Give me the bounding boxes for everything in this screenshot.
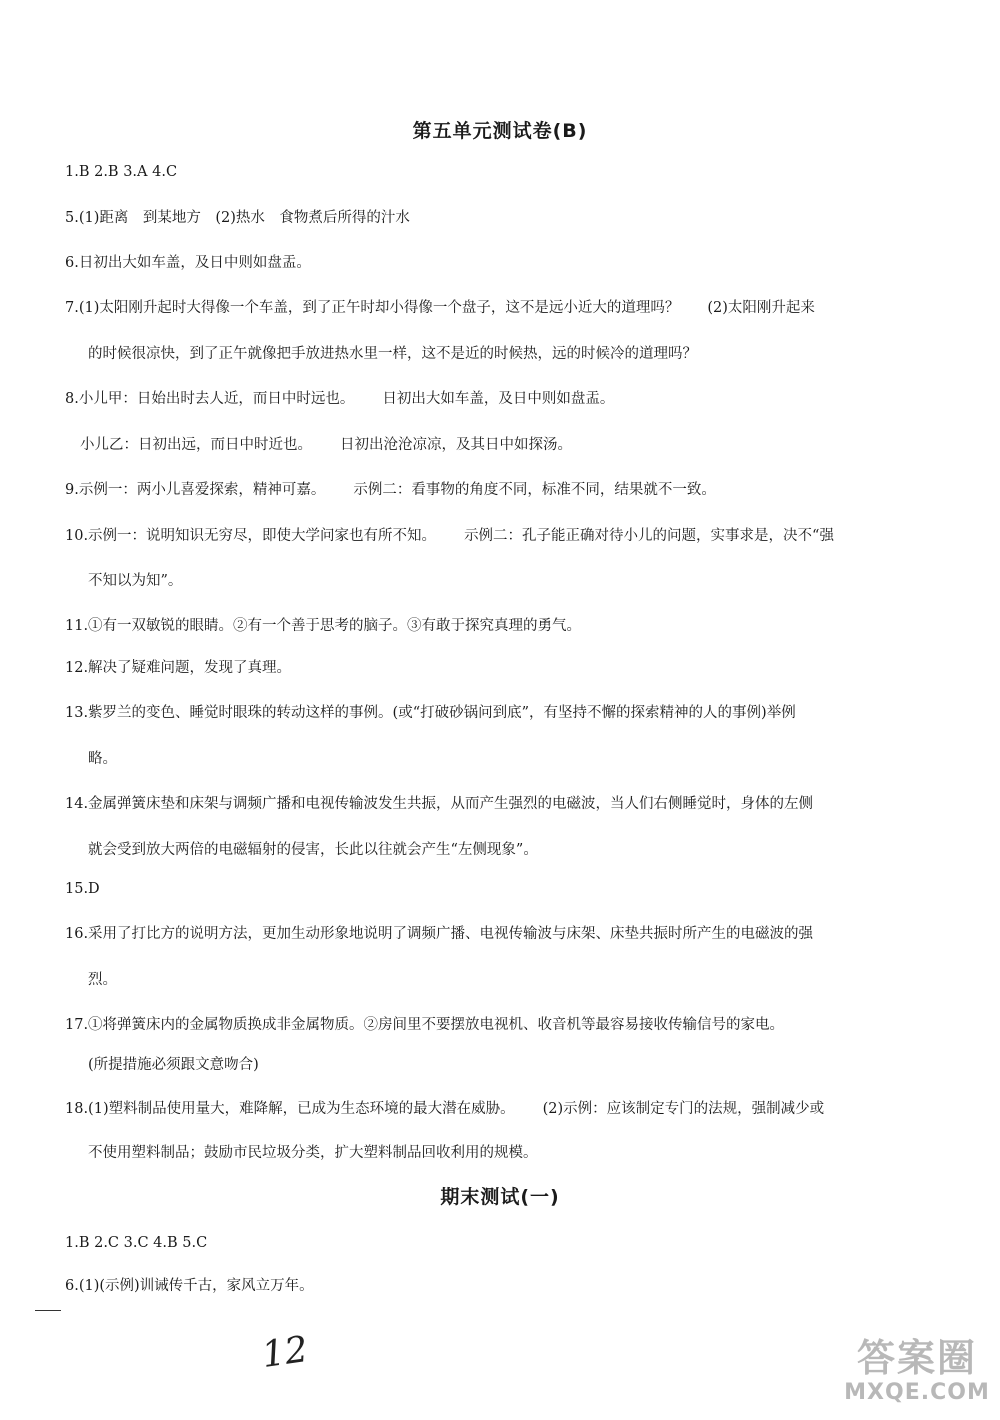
answer-text: 日初出沧沧凉凉，及其日中如探汤。 xyxy=(340,437,572,453)
page-number: 12 xyxy=(259,1329,311,1376)
answer-text: 1.B 2.B 3.A 4.C xyxy=(65,164,178,180)
answer-line xyxy=(80,438,572,453)
section-title-final-exam: 期末测试(一) xyxy=(440,1186,560,1208)
answer-line xyxy=(65,1236,207,1251)
answer-text: (2)示例：应该制定专门的法规，强制减少或 xyxy=(542,1101,825,1117)
answer-line xyxy=(65,1102,824,1117)
answer-text: 不知以为知”。 xyxy=(88,573,183,589)
answer-text: 示例二：看事物的角度不同，标准不同，结果就不一致。 xyxy=(353,482,716,498)
answer-line xyxy=(65,256,311,271)
answer-text: 17.①将弹簧床内的金属物质换成非金属物质。②房间里不要摆放电视机、收音机等最容易接收传输信号的家电。 xyxy=(65,1017,785,1033)
watermark-cn: 答案圈 xyxy=(856,1336,977,1380)
answer-text: 略。 xyxy=(88,751,117,767)
answer-text: 就会受到放大两倍的电磁辐射的侵害，长此以往就会产生“左侧现象”。 xyxy=(88,842,538,858)
answer-line xyxy=(65,927,813,942)
answer-text: 18.(1)塑料制品使用量大，难降解，已成为生态环境的最大潜在威胁。 xyxy=(65,1101,515,1117)
answer-line xyxy=(88,973,117,988)
answer-text: 12.解决了疑难问题，发现了真理。 xyxy=(65,660,292,676)
footer-dash xyxy=(35,1310,61,1311)
watermark-en: MXQE.COM xyxy=(844,1380,990,1405)
answer-line xyxy=(88,347,697,362)
answer-text: 6.(1)(示例)训诫传千古，家风立万年。 xyxy=(65,1278,314,1294)
answer-line xyxy=(65,483,716,498)
answer-line xyxy=(65,619,581,634)
answer-text: 16.采用了打比方的说明方法，更加生动形象地说明了调频广播、电视传输波与床架、床垫共振时所产生的电磁波的强 xyxy=(65,926,814,942)
answer-text: 烈。 xyxy=(88,972,117,988)
answer-text: 日初出大如车盖，及日中则如盘盂。 xyxy=(382,391,615,407)
answer-text: 11.①有一双敏锐的眼睛。②有一个善于思考的脑子。③有敢于探究真理的勇气。 xyxy=(65,618,582,634)
answer-text: 小儿乙：日初出远，而日中时近也。 xyxy=(80,437,312,453)
answer-line xyxy=(88,843,538,858)
answer-text: 14.金属弹簧床垫和床架与调频广播和电视传输波发生共振，从而产生强烈的电磁波，当人们右侧睡觉时，身体的左侧 xyxy=(65,796,814,812)
answer-line xyxy=(65,211,410,226)
answer-line xyxy=(88,1058,259,1073)
answer-text: 10.示例一：说明知识无穷尽，即使大学问家也有所不知。 xyxy=(65,528,437,544)
answer-line xyxy=(65,165,177,180)
answer-line xyxy=(88,752,117,767)
answer-line xyxy=(65,392,614,407)
answer-line xyxy=(65,1279,314,1294)
answer-text: (所提措施必须跟文意吻合) xyxy=(88,1057,259,1073)
answer-text: 13.紫罗兰的变色、睡觉时眼珠的转动这样的事例。(或“打破砂锅问到底”，有坚持不懈的探索精神的人的事例)举例 xyxy=(65,705,796,721)
answer-text: 1.B 2.C 3.C 4.B 5.C xyxy=(65,1235,208,1251)
answer-line xyxy=(65,301,815,316)
answer-line xyxy=(65,882,100,897)
answer-text: 7.(1)太阳刚升起时大得像一个车盖，到了正午时却小得像一个盘子，这不是远小近大的道理吗？ xyxy=(65,300,680,316)
answer-line xyxy=(88,574,182,589)
answer-text: 不使用塑料制品；鼓励市民垃圾分类，扩大塑料制品回收利用的规模。 xyxy=(88,1145,538,1161)
answer-line xyxy=(88,1146,538,1161)
answer-line xyxy=(65,706,796,721)
answer-line xyxy=(65,529,834,544)
section-title-unit5: 第五单元测试卷(B) xyxy=(412,120,588,142)
watermark-logo xyxy=(842,1336,992,1416)
answer-line xyxy=(65,661,291,676)
answer-text: 6.日初出大如车盖，及日中则如盘盂。 xyxy=(65,255,311,271)
answer-text: 15.D xyxy=(65,881,100,897)
answer-line xyxy=(65,1018,784,1033)
answer-text: 5.(1)距离 到某地方 (2)热水 食物煮后所得的汁水 xyxy=(65,210,410,226)
answer-text: 9.示例一：两小儿喜爱探索，精神可嘉。 xyxy=(65,482,326,498)
answer-text: 8.小儿甲：日始出时去人近，而日中时远也。 xyxy=(65,391,355,407)
answer-text: (2)太阳刚升起来 xyxy=(707,300,815,316)
answer-text: 示例二：孔子能正确对待小儿的问题，实事求是，决不“强 xyxy=(464,528,834,544)
answer-text: 的时候很凉快，到了正午就像把手放进热水里一样，这不是近的时候热，远的时候冷的道理吗？ xyxy=(88,346,697,362)
answer-line xyxy=(65,797,813,812)
